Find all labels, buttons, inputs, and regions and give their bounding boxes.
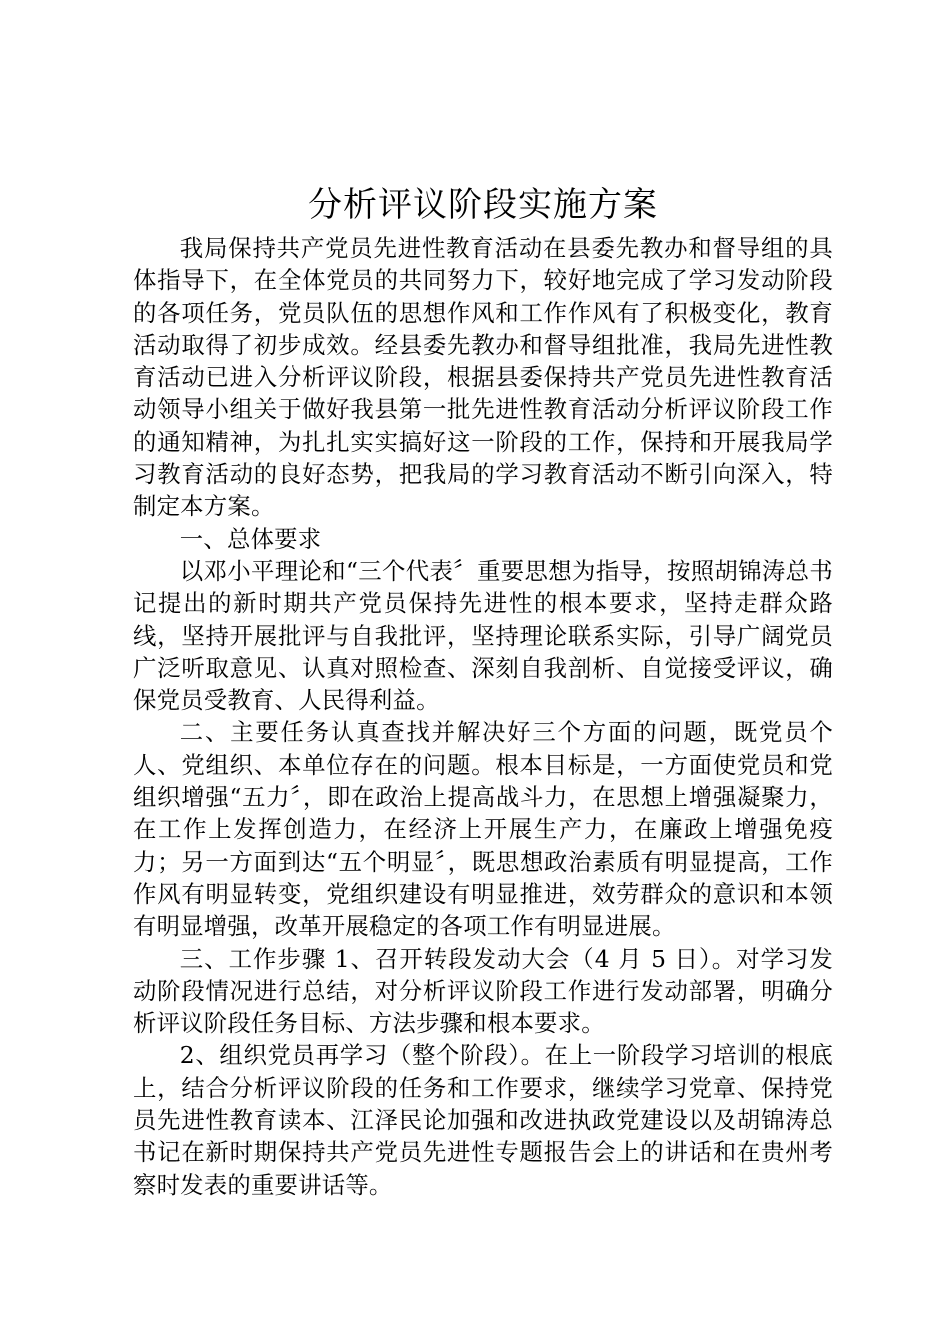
section-heading-general-requirements: 一、总体要求 [179,524,322,553]
paragraph-intro: 我局保持共产党员先进性教育活动在县委先教办和督导组的具体指导下，在全体党员的共同努力下，较好地完成了学习发动阶段的各项任务，党员队伍的思想作风和工作作风有了积极变化，教育活动取得了初步成效。经县委先教办和督导组批准，我局先进性教育活动已进入分析评议阶段，根据县委保持共产党员先进性教育活动领导小组关于做好我县第一批先进性教育活动分析评议阶段工作的通知精神，为扎扎实实搞好这一阶段的工作，保持和开展我局学习教育活动的良好态势，把我局的学习教育活动不断引向深入，特制定本方案。 [133,234,833,521]
paragraph-restudy: 2、组织党员再学习（整个阶段）。在上一阶段学习培训的根底上，结合分析评议阶段的任务和工作要求，继续学习党章、保持党员先进性教育读本、江泽民论加强和改进执政党建设以及胡锦涛总书记在新时期保持共产党员先进性专题报告会上的讲话和在贵州考察时发表的重要讲话等。 [133,1041,833,1199]
document-page [133,180,833,1201]
paragraph-main-tasks: 二、主要任务认真查找并解决好三个方面的问题，既党员个人、党组织、本单位存在的问题。根本目标是，一方面使党员和党组织增强“五力〞，即在政治上提高战斗力，在思想上增强凝聚力，在工作上发挥创造力，在经济上开展生产力，在廉政上增强免疫力；另一方面到达“五个明显〞，既思想政治素质有明显提高，工作作风有明显转变，党组织建设有明显推进，效劳群众的意识和本领有明显增强，改革开展稳定的各项工作有明显进展。 [133,718,833,941]
document-title: 分析评议阶段实施方案 [308,185,658,225]
paragraph-general-requirements: 以邓小平理论和“三个代表〞重要思想为指导，按照胡锦涛总书记提出的新时期共产党员保持先进性的根本要求，坚持走群众路线，坚持开展批评与自我批评，坚持理论联系实际，引导广阔党员广泛听取意见、认真对照检查、深刻自我剖析、自觉接受评议，确保党员受教育、人民得利益。 [133,556,833,715]
paragraph-work-steps: 三、工作步骤 1、召开转段发动大会（4 月 5 日）。对学习发动阶段情况进行总结，对分析评议阶段工作进行发动部署，明确分析评议阶段任务目标、方法步骤和根本要求。 [133,944,833,1038]
